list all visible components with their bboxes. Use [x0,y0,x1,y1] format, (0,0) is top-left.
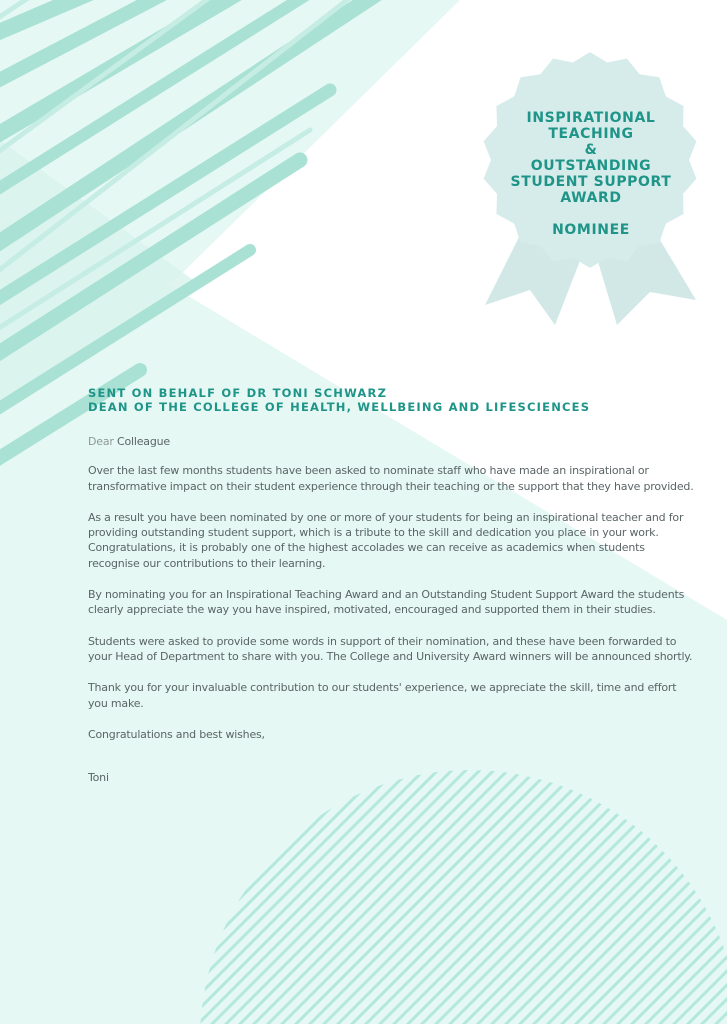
sender-block [88,386,590,414]
greeting: Dear [88,435,114,448]
badge-line: OUTSTANDING [530,158,652,174]
salutation [88,434,698,449]
badge-line: TEACHING [548,126,634,142]
recipient: Colleague [117,435,170,448]
paragraph: As a result you have been nominated by one or more of your students for being an inspirational teacher and for providing outstanding student support, which is a tribute to the skill and dedication you place in your work. Congratulations, it is probably one of the highest accolades we can receive as academics when students recognise our contributions to their learning. [88,510,684,570]
badge-line: INSPIRATIONAL [526,110,656,126]
badge-status: NOMINEE [552,222,630,238]
signature: Toni [88,771,109,785]
paragraph: Over the last few months students have been asked to nominate staff who have made an inspirational or transformative impact on their student experience through their teaching or the support that they have provided. [88,464,694,493]
paragraph: By nominating you for an Inspirational Teaching Award and an Outstanding Student Support Award the students clearly appreciate the way you have inspired, motivated, encouraged and supported them in their studies. [88,588,685,617]
badge-line: & [584,142,598,158]
sender-line: SENT ON BEHALF OF DR TONI SCHWARZ [88,386,388,400]
hatched-circle [0,760,727,1024]
letter-body [88,434,698,785]
paragraph: Thank you for your invaluable contribution to our students' experience, we appreciate the skill, time and effort you make. [88,681,677,710]
badge-line: STUDENT SUPPORT [510,174,672,190]
badge-line: AWARD [560,190,622,206]
sender-title: DEAN OF THE COLLEGE OF HEALTH, WELLBEING AND LIFESCIENCES [88,400,591,414]
paragraph: Students were asked to provide some words in support of their nomination, and these have been forwarded to your Head of Department to share with you. The College and University Award winners will be announced shortly. [88,634,693,663]
closing: Congratulations and best wishes, [88,727,265,741]
award-badge-text [500,110,682,238]
